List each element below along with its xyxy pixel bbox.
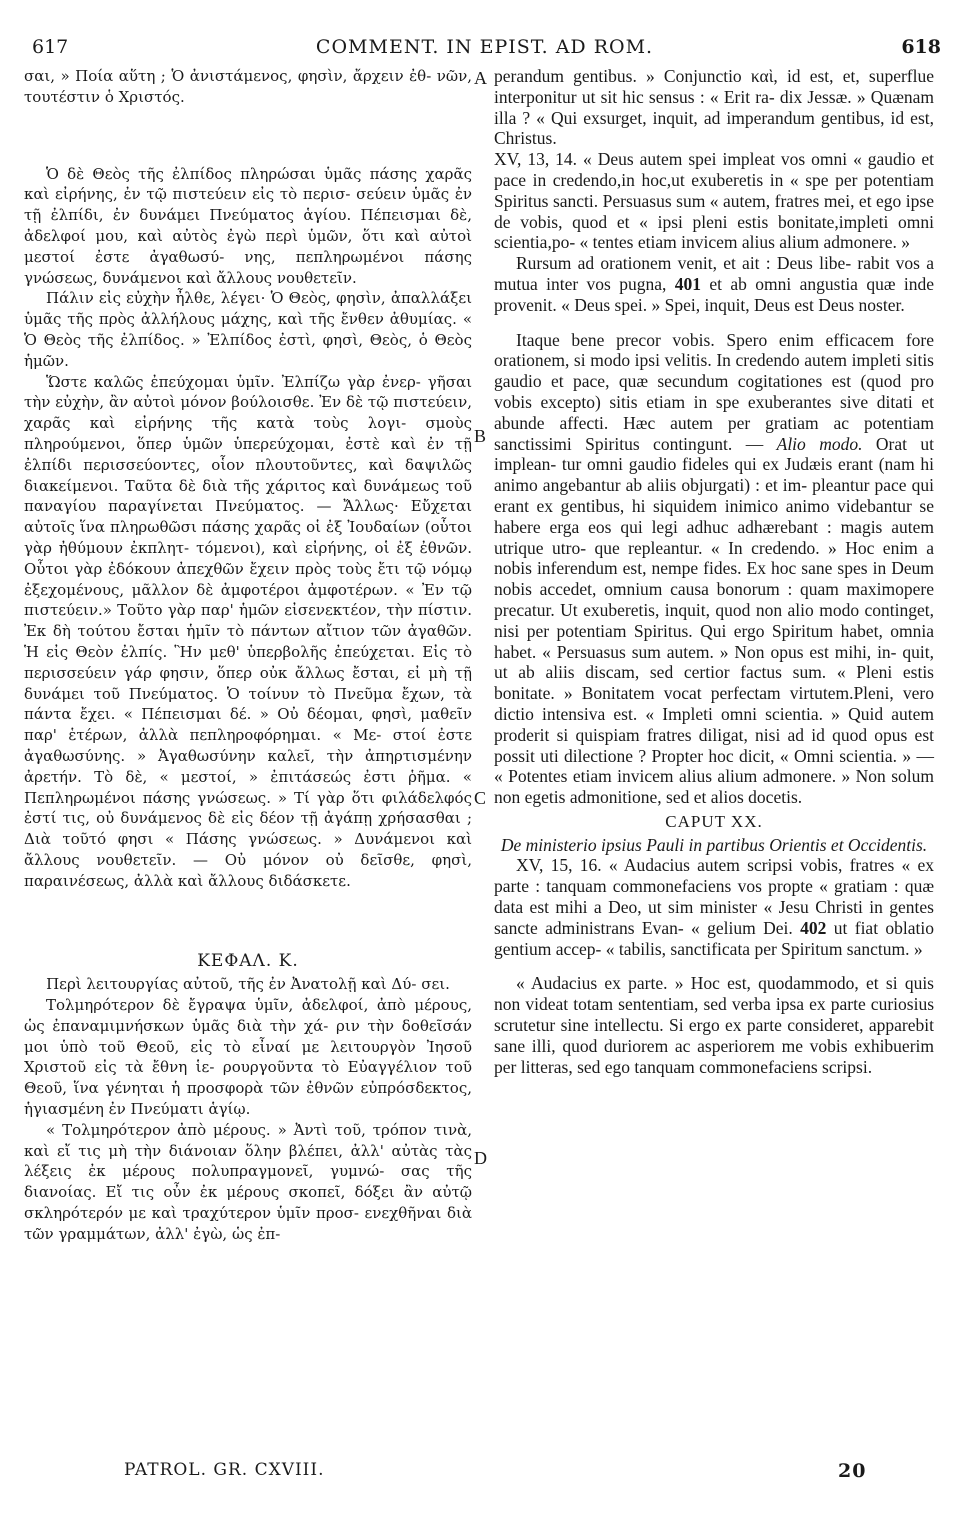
latin-text: XV, 15, 16. « Audacius autem scripsi vobis, fratres « ex parte : tanquam commonefaciens vos propte « gratiam : quæ data est mihi a Deo, ut sim minister « Jesu Christi in gentes sancte administrans Evan- « gelium Dei.: [494, 855, 934, 938]
latin-text: Itaque bene precor vobis. Spero enim efficacem fore orationem, si modo ipsi velitis. In credendo autem impleti sitis gaudio et pace, quæ secundum cogitationes est (quod pro vobis excepto) sitis etiam in spe exuberantes sive ditati et abunde affecti. Hæc autem per gratiam ac potentiam sanctissimi Spiritus contingunt. —: [494, 329, 934, 454]
greek-paragraph: Πάλιν εἰς εὐχὴν ἦλθε, λέγει· Ὁ Θεὸς, φησὶν, ἀπαλλάξει ὑμᾶς τῆς πρὸς ἀλλήλους μάχης, καὶ τῆς ἔνθεν ἀθυμίας. « Ὁ Θεὸς τῆς ἐλπίδος. » Ἐλπίδος ἐστὶ, φησὶ, Θεὸς, ὁ Θεὸς ἡμῶν.: [24, 289, 472, 370]
page-number-left: 617: [32, 36, 69, 58]
greek-paragraph: Ὥστε καλῶς ἐπεύχομαι ὑμῖν. Ἐλπίζω γὰρ ἐνερ- γῆσαι τὴν εὐχὴν, ἂν αὐτοὶ μόνον βούλοισθε. Ἐν δὲ τῷ πιστεύειν, χαρᾶς καὶ εἰρήνης τῆς κατὰ τοὺς λογι- σμοὺς πληρούμενοι, ὅπερ ὑμῶν ὑπερεύχομαι, ἐστὲ καὶ ἐν τῇ ἐλπίδι περισσεύοντες, οἷον πλουτοῦντες, καὶ δαψιλῶς διακείμενοι. Ταῦτα δὲ διὰ τῆς χάριτος καὶ δυνάμεως τοῦ παναγίου παραγίνεται Πνεύματος. — Ἄλλως· Εὔχεται αὐτοῖς ἵνα πληρωθῶσι πάσης χαρᾶς οἱ ἐξ Ἰουδαίων (οὗτοι γὰρ ἠθύμουν ἐκπλητ- τόμενοι), καὶ εἰρήνης, οἱ ἐξ ἐθνῶν. Οὗτοι γὰρ ἐδόκουν ἀπεχθῶν ἔχειν πρὸς τοὺς ἔτι τῷ νόμῳ ἐξεχομένους, μᾶλλον δὲ ἀμφοτέροι ἀμφοτέρων. « Ἐν τῷ πιστεύειν.» Τοῦτο γὰρ παρ' ἡμῶν εἰσενεκτέον, τὴν πίστιν. Ἐκ δὴ τούτου ἔσται ἡμῖν τὸ πάντων αἴτιον τῶν ἀγαθῶν. Ἡ εἰς Θεὸν ἐλπίς. Ἣν μεθ' ὑπερβολῆς ἐπεύχεται. Εἰς τὸ περισσεύειν γάρ φησιν, ὅπερ οὐκ ἄλλως ἔσται, εἰ μὴ τῇ δυνάμει τοῦ Πνεύματος. Ὁ τοίνυν τὸ Πνεῦμα ἔχων, τὰ πάντα ἔχει. « Πέπεισμαι δέ. » Οὐ δέομαι, φησὶ, μαθεῖν παρ' ἑτέρων, ἀλλὰ πεπληροφόρημαι. « Με- στοί ἐστε ἀγαθωσύνης. » Ἀγαθωσύνην καλεῖ, τὴν ἀπηρτισμένην ἀρετήν. Τὸ δὲ, « μεστοί, » ἐπιτάσεώς ἐστι ῥῆμα. « Πεπληρωμένοι πάσης γνώσεως. » Τί γὰρ ὅτι φιλάδελφός ἐστί τις, οὐ δυνάμενος δὲ εἰς δέον τῇ ἀγάπῃ χρήσασθαι ; Διὰ τοῦτό φησι « Πάσης γνώσεως. » Δυνάμενοι καὶ ἄλλους νουθετεῖν. — Οὐ μόνον οὐ δεῖσθε, φησὶ, παραινέσεως, ἀλλὰ καὶ ἄλλους διδάσκετε.: [24, 372, 472, 890]
latin-italic: Alio modo.: [776, 433, 863, 454]
latin-text: et ab omni angustia quæ inde provenit. « Deus spei. » Spei, inquit, Deus est Deus noster.: [494, 273, 934, 315]
latin-paragraph: perandum gentibus. » Conjunctio καὶ, id est, et, superflue interponitur ut sit hic sensus : « Erit ra- dix Jessæ. » Quænam illa ? « Qui exsurget, inquit, ad imperandum gentibus, id est, Christus.: [494, 66, 934, 149]
margin-marker-a: A: [474, 68, 487, 88]
greek-paragraph: Ὁ δὲ Θεὸς τῆς ἐλπίδος πληρώσαι ὑμᾶς πάσης χαρᾶς καὶ εἰρήνης, ἐν τῷ πιστεύειν εἰς τὸ περισ- σεύειν ὑμᾶς ἐν τῇ ἐλπίδι, ἐν δυνάμει Πνεύματος ἁγίου. Πέπεισμαι δὲ, ἀδελφοί μου, καὶ αὐτὸς ἐγὼ περὶ ὑμῶν, ὅτι καὶ αὐτοὶ μεστοί ἐστε ἀγαθωσύ- νης, πεπληρωμένοι πάσης γνώσεως, δυνάμενοι καὶ ἄλλους νουθετεῖν.: [24, 164, 472, 287]
greek-paragraph: « Τολμηρότερον ἀπὸ μέρους. » Ἀντὶ τοῦ, τρόπον τινὰ, καὶ εἴ τις μὴ τὴν διάνοιαν ὅλην βλέπει, ἀλλ' αὐτὰς τὰς λέξεις ἐκ μέρους πολυπραγμονεῖ, γυμνώ- σας τῆς διανοίας. Εἴ τις οὖν ἐκ μέρους σκοπεῖ, δόξει ἂν αὐτῷ σκληρότερόν με καὶ τραχύτερον ὑμῖν προσ- ενεχθῆναι διὰ τῶν γραμμάτων, ἀλλ' ἐγὼ, ὡς ἐπ-: [24, 1120, 472, 1243]
latin-paragraph: « Audacius ex parte. » Hoc est, quodammodo, et si quis non videat totam sententiam, sed verba ipsa ex parte curiosius scrutetur sine intellectu. Si ergo ex parte consideret, apparebit sane illi, quod duriorem ac asperiorem me vobis exhibuerim per litteras, sed ego tanquam commonefaciens scripsi.: [494, 973, 934, 1077]
greek-chapter-title: ΚΕΦΑΛ. Κ.: [197, 951, 299, 972]
column-number: 402: [800, 917, 827, 938]
latin-chapter-title: CAPUT XX.: [665, 811, 763, 831]
latin-text: ut fiat oblatio gentium accep- « tabilis, sanctificata per Spiritum sanctum. »: [494, 917, 935, 959]
latin-column: [494, 66, 934, 1077]
page-number-right: 618: [901, 36, 941, 58]
column-number: 401: [674, 273, 702, 294]
margin-marker-c: C: [474, 788, 487, 808]
footer-signature: PATROL. GR. CXVIII.: [124, 1460, 325, 1480]
greek-paragraph: Τολμηρότερον δὲ ἔγραψα ὑμῖν, ἀδελφοί, ἀπὸ μέρους, ὡς ἐπαναμιμνήσκων ὑμᾶς διὰ τὴν χά- ριν τὴν δοθεῖσάν μοι ὑπὸ τοῦ Θεοῦ, εἰς τὸ εἶναί με λειτουργὸν Ἰησοῦ Χριστοῦ εἰς τὰ ἔθνη ἱε- ρουργοῦντα τὸ Εὐαγγέλιον τοῦ Θεοῦ, ἵνα γένηται ἡ προσφορὰ τῶν ἐθνῶν εὐπρόσδεκτος, ἡγιασμένη ἐν Πνεύματι ἁγίῳ.: [24, 996, 472, 1119]
latin-paragraph: [494, 330, 934, 808]
page-header: [24, 36, 945, 66]
latin-chapter-subtitle: De ministerio ipsius Pauli in partibus Orientis et Occidentis.: [500, 834, 928, 855]
running-title: COMMENT. IN EPIST. AD ROM.: [315, 36, 654, 58]
latin-paragraph: [494, 253, 934, 315]
footer-number: 20: [838, 1460, 867, 1482]
margin-marker-d: D: [474, 1148, 487, 1168]
greek-column: [24, 66, 472, 1245]
greek-paragraph: σαι, » Ποία αὕτη ; Ὁ ἀνιστάμενος, φησὶν, ἄρχειν ἐθ- νῶν, τουτέστιν ὁ Χριστός.: [24, 67, 472, 106]
latin-text: Orat ut implean- tur omni gaudio fideles qui ex Judæis erant (nam hi animo angebantur ab aliis objurgati) : et im- pleantur pace qui erant ex gentibus, hi siquidem inimico animo videbantur se habere erga eos qui legi adhuc adhærebant : magis autem utrique utro- que repleantur. « In credendo. » Hoc enim a nobis inferendum est, nempe fides. Ex hoc sane spes in Deum nobis accedet, omnium causa bonorum : quam maximopere precatur. Ut exuberetis, inquit, quod non alio modo continget, nisi per potentiam Spiritus. Qui ergo Spiritum habet, omnia habet. « Persuasus sum autem. » Non opus est mihi, in- quit, ut ab aliis discam, sed certior factus sum. « Pleni estis bonitate. » Bonitatem vocat perfectam virtutem.Pleni, vero dictio intensiva est. « Impleti omni scientia. » Quid autem proderit si quispiam fratres diligat, nisi ad id quod opus est possit uti dilectione ? Propter hoc dicit, « Omni scientia. » — « Potentes etiam invicem alius alium admonere. » Non solum non egetis admonitione, sed et alios docetis.: [494, 433, 935, 808]
latin-text: Rursum ad orationem venit, et ait : Deus libe- rabit vos a mutua inter vos pugna,: [494, 253, 934, 294]
latin-paragraph: [494, 855, 934, 959]
greek-chapter-subtitle: Περὶ λειτουργίας αὐτοῦ, τῆς ἐν Ἀνατολῇ καὶ Δύ- σει.: [46, 975, 450, 994]
latin-paragraph: XV, 13, 14. « Deus autem spei impleat vos omni « gaudio et pace in credendo,in hoc,ut exuberetis in « spe per potentiam Spiritus sancti. Persuasus sum « autem, fratres mei, et ego ipse de vobis, quod et « ipsi pleni estis bonitate,impleti omni scientia,po- « tentes etiam invicem alius alium admonere. »: [494, 149, 934, 253]
margin-marker-b: B: [474, 426, 487, 446]
